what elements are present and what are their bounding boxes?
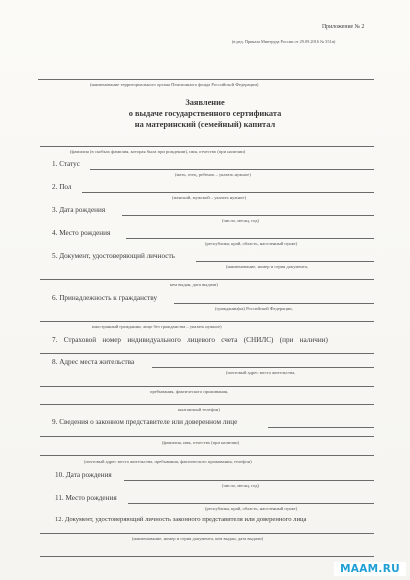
rep-birthdate-label: 10. Дата рождения [55, 471, 112, 479]
citizenship-field-line2[interactable] [40, 321, 374, 322]
representative-fio-hint: (фамилия, имя, отчество (при наличии) [162, 440, 240, 445]
address-field-line2[interactable] [40, 386, 374, 387]
watermark-logo: MAAM.RU [334, 562, 406, 576]
appendix-reference: (в ред. Приказа Минтруда России от 29.09.2016 № 551н) [232, 39, 336, 44]
sex-label: 2. Пол [52, 183, 72, 191]
snils-label: 7. Страховой номер индивидуального лицевого счета (СНИЛС) (при наличии) [52, 336, 328, 344]
document-field[interactable] [196, 261, 374, 262]
rep-birthplace-field[interactable] [128, 503, 374, 504]
representative-fio-field[interactable] [40, 436, 374, 437]
representative-address-hint: (почтовый адрес места жительства, пребывания, фактического проживания, телефон) [84, 459, 252, 464]
org-name-hint: (наименование территориального органа Пенсионного фонда Российской Федерации) [90, 82, 259, 87]
org-name-line[interactable] [38, 79, 374, 80]
representative-label: 9. Сведения о законном представителе или доверенном лице [52, 418, 238, 426]
birthplace-field[interactable] [126, 238, 374, 239]
document-title-line2: о выдаче государственного сертификата [128, 109, 282, 118]
citizenship-label: 6. Принадлежность к гражданству [52, 294, 158, 302]
rep-document-field-line2[interactable] [40, 556, 374, 557]
birthdate-field[interactable] [122, 215, 374, 216]
fio-line[interactable] [40, 146, 374, 147]
sex-field[interactable] [82, 192, 374, 193]
status-hint: (мать, отец, ребенок – указать нужное) [175, 172, 251, 177]
rep-document-field[interactable] [40, 533, 374, 534]
document-title: Заявление [185, 98, 225, 107]
document-field-line2[interactable] [40, 279, 374, 280]
rep-document-label: 12. Документ, удостоверяющий личность законного представителя или доверенного лица [55, 516, 307, 523]
address-field[interactable] [152, 367, 374, 368]
document-title-line3: на материнский (семейный) капитал [134, 120, 276, 129]
snils-field[interactable] [40, 353, 374, 354]
address-field-line3[interactable] [40, 404, 374, 405]
fio-hint: (фамилия (в скобках фамилия, которая была при рождении), имя, отчество (при наличии) [70, 149, 246, 154]
document-hint-2: кем выдан, дата выдачи) [170, 282, 218, 287]
representative-address-field[interactable] [40, 455, 374, 456]
status-label: 1. Статус [52, 160, 80, 168]
representative-field[interactable] [268, 427, 374, 428]
status-field[interactable] [90, 169, 374, 170]
document-hint: (наименование, номер и серия документа, [226, 264, 309, 269]
address-hint-3: контактный телефон) [178, 407, 220, 412]
address-hint-2: пребывания, фактического проживания, [150, 389, 229, 394]
citizenship-hint-2: иностранный гражданин, лицо без гражданства – указать нужное) [92, 324, 222, 329]
birthplace-hint: (республика, край, область, населенный пункт) [205, 241, 298, 246]
rep-birthdate-hint: (число, месяц, год) [222, 483, 259, 488]
birthdate-label: 3. Дата рождения [52, 206, 106, 214]
birthdate-hint: (число, месяц, год) [222, 218, 259, 223]
document-label: 5. Документ, удостоверяющий личность [52, 252, 175, 260]
rep-document-hint: (наименование, номер и серия документа, кем выдан, дата выдачи) [132, 536, 264, 541]
birthplace-label: 4. Место рождения [52, 229, 111, 237]
rep-birthdate-field[interactable] [124, 480, 374, 481]
rep-birthplace-hint: (республика, край, область, населенный пункт) [205, 506, 298, 511]
citizenship-hint: (гражданин(ка) Российской Федерации, [215, 306, 293, 311]
citizenship-field[interactable] [174, 303, 374, 304]
sex-hint: (женский, мужской – указать нужное) [172, 195, 246, 200]
appendix-number: Приложение № 2 [322, 24, 365, 30]
address-label: 8. Адрес места жительства [52, 358, 135, 366]
rep-birthplace-label: 11. Место рождения [55, 494, 117, 502]
address-hint: (почтовый адрес места жительства, [226, 370, 296, 375]
